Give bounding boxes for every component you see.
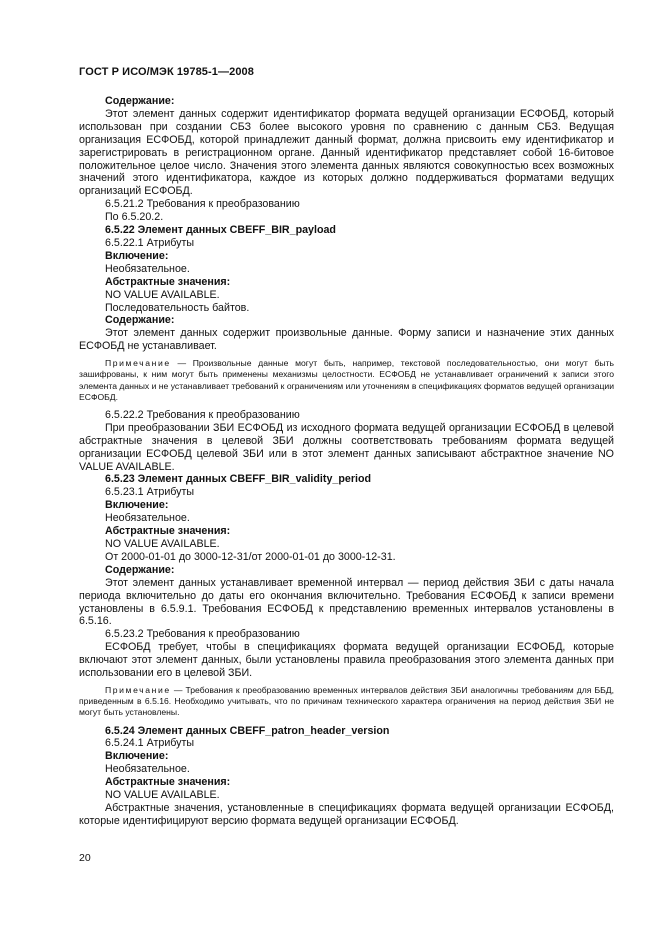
- value-line: Необязательное.: [105, 512, 190, 525]
- label-abstract-values: Абстрактные значения:: [105, 776, 231, 789]
- paragraph: Этот элемент данных устанавливает временной интервал — период действия ЗБИ с даты начала периода включительно до даты его окончания включительно. Требования ЕСФОБД к записи времени установлены в 6.5.9.1. Требования ЕСФОБД к представлению временных интервалов установлены в 6.5.16.: [79, 576, 614, 628]
- subclause-heading: 6.5.21.2 Требования к преобразованию: [105, 198, 300, 211]
- paragraph: Абстрактные значения, установленные в спецификациях формата ведущей организации ЕСФОБД, которые идентифицируют версию формата ведущей организации ЕСФОБД.: [79, 802, 614, 827]
- section-heading: 6.5.23 Элемент данных CBEFF_BIR_validity_period: [105, 473, 372, 486]
- document-header: ГОСТ Р ИСО/МЭК 19785-1—2008: [79, 66, 254, 78]
- subclause-heading: 6.5.22.2 Требования к преобразованию: [105, 408, 300, 421]
- note-text: — Произвольные данные могут быть, например, текстовой последовательностью, они могут быть зашифрованы, к ним могут быть применены механизмы целостности. ЕСФОБД не устанавливает ограничений к записи этого элемента данных и не устанавливает требований к ограничениям или уточнениям в спецификациях форматов ведущей организации ЕСФОБД.: [79, 358, 614, 402]
- paragraph: Этот элемент данных содержит идентификатор формата ведущей организации ЕСФОБД, который использован при создании СБЗ более высокого уровня по сравнению с данным СБЗ. Ведущая организация ЕСФОБД, которой принадлежит данный формат, должна присвоить ему идентификатор и зарегистрировать в регистрационном органе. Данный идентификатор представляет собой 16-битовое положительное целое число. Значения этого элемента данных являются совокупностью всех возможных значений этого идентификатора, каждое из которых должно поддерживаться форматами ведущих организаций ЕСФОБД.: [79, 107, 614, 198]
- reference-line: По 6.5.20.2.: [105, 211, 164, 224]
- value-line: От 2000-01-01 до 3000-12-31/от 2000-01-01 до 3000-12-31.: [105, 550, 396, 563]
- value-line: NO VALUE AVAILABLE.: [105, 538, 220, 550]
- value-line: Последовательность байтов.: [105, 301, 250, 314]
- value-line: Необязательное.: [105, 763, 190, 776]
- section-heading: 6.5.24 Элемент данных CBEFF_patron_header_version: [105, 724, 390, 737]
- label-content: Содержание:: [105, 314, 175, 327]
- label-inclusion: Включение:: [105, 750, 169, 763]
- label-inclusion: Включение:: [105, 499, 169, 512]
- section-heading: 6.5.22 Элемент данных CBEFF_BIR_payload: [105, 224, 336, 237]
- subclause-heading: 6.5.24.1 Атрибуты: [105, 737, 195, 750]
- label-content: Содержание:: [105, 563, 175, 576]
- page-number: 20: [79, 852, 91, 864]
- note: [79, 358, 614, 403]
- page-body: [79, 95, 614, 828]
- subclause-heading: 6.5.23.1 Атрибуты: [105, 486, 195, 499]
- label-abstract-values: Абстрактные значения:: [105, 275, 231, 288]
- label-inclusion: Включение:: [105, 249, 169, 262]
- label-content: Содержание:: [105, 95, 175, 107]
- note-label: Примечание: [105, 684, 171, 695]
- paragraph: При преобразовании ЗБИ ЕСФОБД из исходного формата ведущей организации ЕСФОБД в целевой абстрактные значения в целевой ЗБИ должны соответствовать требованиям формата ведущей организации ЕСФОБД целевой ЗБИ или в этот элемент данных записывают абстрактное значение NO VALUE AVAILABLE.: [79, 421, 614, 473]
- subclause-heading: 6.5.23.2 Требования к преобразованию: [105, 628, 300, 641]
- label-abstract-values: Абстрактные значения:: [105, 525, 231, 538]
- note: [79, 685, 614, 719]
- note-label: Примечание: [105, 358, 171, 369]
- note-text: — Требования к преобразованию временных интервалов действия ЗБИ аналогичны требованиям для ББД, приведенным в 6.5.16. Необходимо учитывать, что по причинам технического характера ограничения на период действия ЗБИ не могут быть установлены.: [79, 684, 614, 718]
- value-line: NO VALUE AVAILABLE.: [105, 288, 220, 301]
- subclause-heading: 6.5.22.1 Атрибуты: [105, 236, 195, 249]
- value-line: NO VALUE AVAILABLE.: [105, 789, 220, 802]
- value-line: Необязательное.: [105, 262, 190, 275]
- paragraph: Этот элемент данных содержит произвольные данные. Форму записи и назначение этих данных ЕСФОБД не устанавливает.: [79, 327, 614, 353]
- paragraph: ЕСФОБД требует, чтобы в спецификациях формата ведущей организации ЕСФОБД, которые включают этот элемент данных, были установлены правила преобразования этого элемента данных при использовании его в целевой ЗБИ.: [79, 641, 614, 680]
